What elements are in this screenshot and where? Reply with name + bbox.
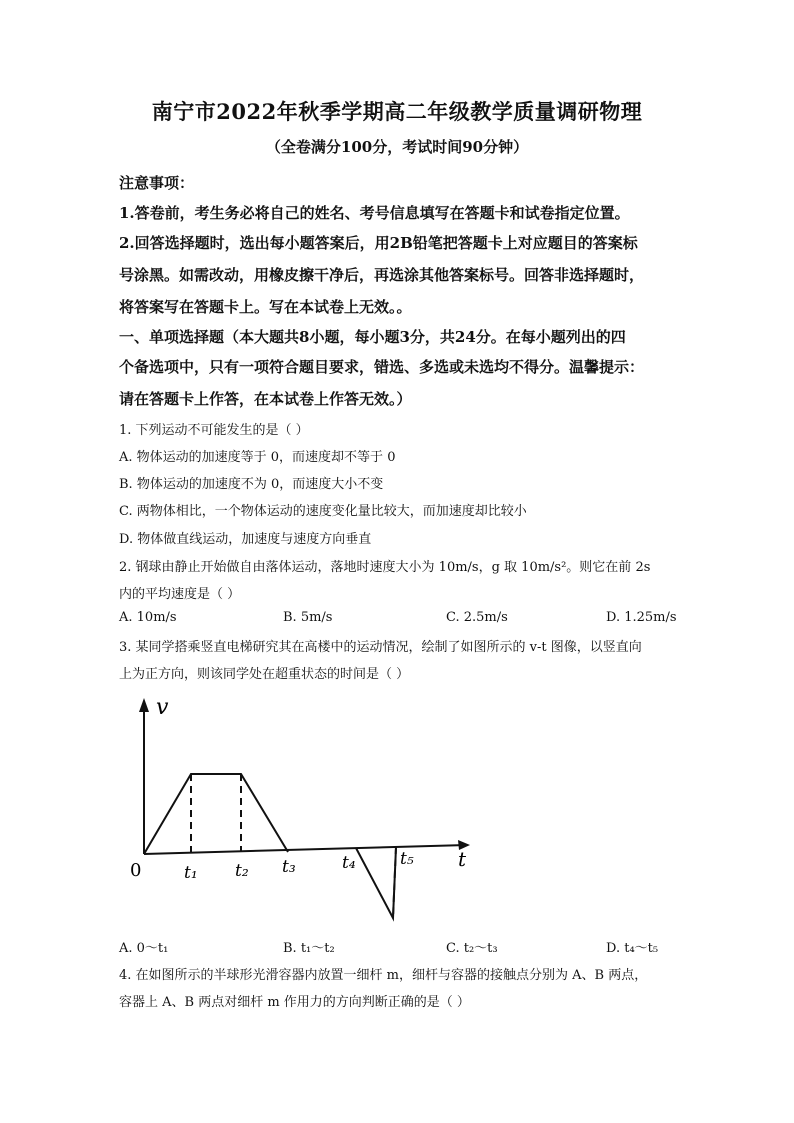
notes-line-2b: 号涂黑。如需改动，用橡皮擦干净后，再选涂其他答案标号。回答非选择题时， [119,266,645,284]
q4-stem-1: 4. 在如图所示的半球形光滑容器内放置一细杆 m，细杆与容器的接触点分别为 A、B 两点， [119,968,648,983]
v-axis-label: v [156,695,169,720]
q1-option-c: C. 两物体相比，一个物体运动的速度变化量比较大，而加速度却比较小 [119,504,527,519]
notes-line-1: 1.答卷前，考生务必将自己的姓名、考号信息填写在答题卡和试卷指定位置。 [119,204,630,222]
notes-line-2c: 将答案写在答题卡上。写在本试卷上无效。。 [119,298,412,316]
q1-option-d: D. 物体做直线运动，加速度与速度方向垂直 [119,532,372,547]
notes-heading: 注意事项： [119,174,195,192]
q3-option-a: A. 0～t₁ [119,941,169,956]
q3-stem-2: 上为正方向，则该同学处在超重状态的时间是（ ） [119,667,410,682]
velocity-curve-positive [144,774,288,854]
q3-option-c: C. t₂～t₃ [446,941,498,956]
q3-option-b: B. t₁～t₂ [283,941,335,956]
q2-stem-1: 2. 钢球由静止开始做自由落体运动，落地时速度大小为 10m/s，g 取 10m/s²。则它在前 2s [119,560,651,575]
q4-stem-2: 容器上 A、B 两点对细杆 m 作用力的方向判断正确的是（ ） [119,995,470,1010]
q2-option-c: C. 2.5m/s [446,610,508,625]
t2-label: t₂ [235,861,249,881]
velocity-curve-negative [356,847,396,918]
q3-option-d: D. t₄～t₅ [606,941,659,956]
t3-label: t₃ [282,857,296,877]
t4-label: t₄ [342,853,356,873]
q2-stem-2: 内的平均速度是（ ） [119,587,241,602]
section-heading-line-2: 个备选项中，只有一项符合题目要求，错选、多选或未选均不得分。温馨提示： [119,358,645,376]
q2-option-d: D. 1.25m/s [606,610,677,625]
v-axis-arrow [139,698,149,712]
q2-option-a: A. 10m/s [119,610,177,625]
t1-label: t₁ [184,863,198,883]
page-subtitle: （全卷满分100分，考试时间90分钟） [265,138,529,156]
q2-option-b: B. 5m/s [283,610,333,625]
vt-graph [112,690,482,930]
t-axis-label: t [458,847,467,871]
q3-stem-1: 3. 某同学搭乘竖直电梯研究其在高楼中的运动情况，绘制了如图所示的 v-t 图像，以竖直向 [119,640,642,655]
notes-line-2a: 2.回答选择题时，选出每小题答案后，用2B铅笔把答题卡上对应题目的答案标 [119,234,638,252]
section-heading-line-3: 请在答题卡上作答，在本试卷上作答无效。） [119,390,412,408]
page-title: 南宁市2022年秋季学期高二年级教学质量调研物理 [151,99,643,124]
q1-option-a: A. 物体运动的加速度等于 0，而速度却不等于 0 [119,450,396,465]
t5-label: t₅ [400,849,414,869]
section-heading-line-1: 一、单项选择题（本大题共8小题，每小题3分，共24分。在每小题列出的四 [119,328,626,346]
q1-stem: 1. 下列运动不可能发生的是（ ） [119,423,309,438]
origin-label: 0 [130,860,142,881]
t-axis [144,845,467,854]
q1-option-b: B. 物体运动的加速度不为 0，而速度大小不变 [119,477,384,492]
